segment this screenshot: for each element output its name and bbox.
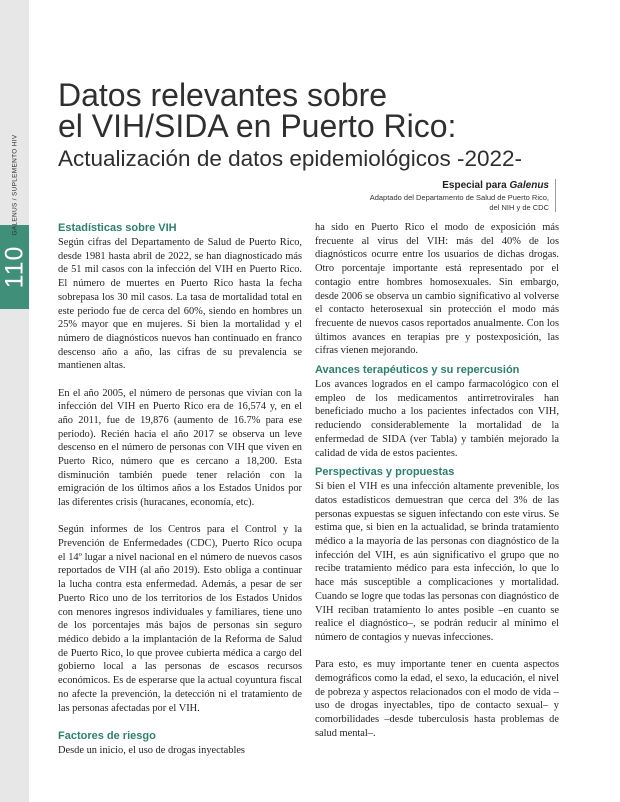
section-heading: Factores de riesgo bbox=[58, 729, 156, 742]
body-paragraph: Según informes de los Centros para el Control y la Prevención de Enfermedades (CDC), Puerto Rico ocupa el 14º lugar a nivel nacional en el número de nuevos casos reportados de VIH (al año 2019). Esto obliga a continuar la lucha contra esta enfermedad. Además, a pesar de ser Puerto Rico uno de los territorios de los Estados Unidos con menores ingresos individuales y familiares, tiene uno de los porcentajes más bajos de personas sin seguro médico debido a la implantación de la Reforma de Salud de Puerto Rico, lo que provee cubierta médica a cargo del gobierno local a las personas de escasos recursos económicos. Es de esperarse que la actual coyuntura fiscal no afecte la prevención, la detección ni el tratamiento de las personas afectadas por el VIH. bbox=[58, 524, 302, 714]
body-paragraph: Para esto, es muy importante tener en cuenta aspectos demográficos como la edad, el sexo, la educación, el nivel de pobreza y aspectos relacionados con el modo de vida –uso de drogas inyectables, tipo de contacto sexual– y comorbilidades –desde tuberculosis hasta problemas de salud mental–. bbox=[315, 659, 559, 739]
body-paragraph: Los avances logrados en el campo farmacológico con el empleo de los medicamentos antirretrovirales han beneficiado mucho a los pacientes infectados con VIH, reduciendo considerablemente la mortalidad de la enfermedad de SIDA (ver Tabla) y también mejorado la calidad de vida de estos pacientes. bbox=[315, 379, 559, 459]
body-paragraph: Según cifras del Departamento de Salud de Puerto Rico, desde 1981 hasta abril de 2022, se han diagnosticado más de 51 mil casos con la infección del VIH en Puerto Rico. El número de muertes en Puerto Rico hasta la fecha sobrepasa los 30 mil casos. La tasa de mortalidad total en este periodo fue de cerca del 60%, siendo en hombres un 25% mayor que en mujeres. Si bien la mortalidad y el número de diagnósticos nuevos han continuado en franco descenso año a año, las cifras de su prevalencia se mantienen altas. bbox=[58, 237, 302, 372]
body-paragraph-continued: ha sido en Puerto Rico el modo de exposición más frecuente al virus del VIH: más del 40% de los diagnósticos ocurre entre los usuarios de dichas drogas. Otro porcentaje importante está representado por el contagio entre hombres homosexuales. Sin embargo, desde 2006 se observa un cambio significativo al volverse el contacto heterosexual sin protección el modo más frecuente de nuevos casos reportados anualmente. Con los últimos avances en terapias pre y postexposición, las cifras vienen mejorando. bbox=[315, 222, 559, 357]
title-block bbox=[58, 77, 523, 172]
section-heading: Avances terapéuticos y su repercusión bbox=[315, 364, 520, 377]
page-number: 110 bbox=[0, 245, 29, 289]
body-paragraph: Si bien el VIH es una infección altamente prevenible, los datos estadísticos demuestran que cerca del 3% de las personas expuestas se siguen infectando con este virus. Se estima que, si bien en la actualidad, se brinda tratamiento médico a la mayoría de las personas con diagnóstico de la infección del VIH, es aún significativo el grupo que no recibe tratamiento médico para esta infección, lo que lo hace más susceptible a complicaciones y mortalidad. Cuando se logre que todas las personas con diagnóstico de VIH reciban tratamiento lo antes posible –en cuanto se realice el diagnóstico–, se podrán reducir al mínimo el número de contagios y nuevas infecciones. bbox=[315, 481, 559, 643]
byline-publication: Galenus bbox=[509, 180, 549, 191]
byline bbox=[370, 179, 556, 212]
article-subtitle: Actualización de datos epidemiológicos -2022- bbox=[58, 146, 523, 171]
byline-source-line-2: del NIH y de CDC bbox=[489, 202, 549, 212]
byline-prefix: Especial para bbox=[442, 180, 510, 191]
body-paragraph: En el año 2005, el número de personas que vivían con la infección del VIH en Puerto Rico era de 16,574 y, en el año 2011, fue de 19,876 (aumento de 16.7% para ese periodo). Recién hacia el año 2017 se observa un leve descenso en el número de personas con VIH que viven en Puerto Rico, número que es cercano a 18,200. Esta disminución también puede tener relación con la emigración de los últimos años a los Estados Unidos por las diferentes crisis (huracanes, economía, etc). bbox=[58, 387, 302, 509]
running-head: GALENUS / SUPLEMENTO HIV bbox=[11, 134, 19, 236]
column-left bbox=[58, 221, 302, 771]
section-heading: Estadísticas sobre VIH bbox=[58, 222, 177, 234]
byline-author bbox=[370, 179, 549, 193]
article-title-line-1: Datos relevantes sobre bbox=[58, 77, 388, 113]
article-title-line-2: el VIH/SIDA en Puerto Rico: bbox=[58, 108, 457, 144]
column-right bbox=[315, 221, 559, 754]
section-heading: Perspectivas y propuestas bbox=[315, 466, 455, 479]
body-paragraph-start: Desde un inicio, el uso de drogas inyectables bbox=[58, 744, 245, 756]
margin-strip bbox=[0, 0, 29, 802]
byline-source-line-1: Adaptado del Departamento de Salud de Puerto Rico, bbox=[369, 193, 549, 202]
